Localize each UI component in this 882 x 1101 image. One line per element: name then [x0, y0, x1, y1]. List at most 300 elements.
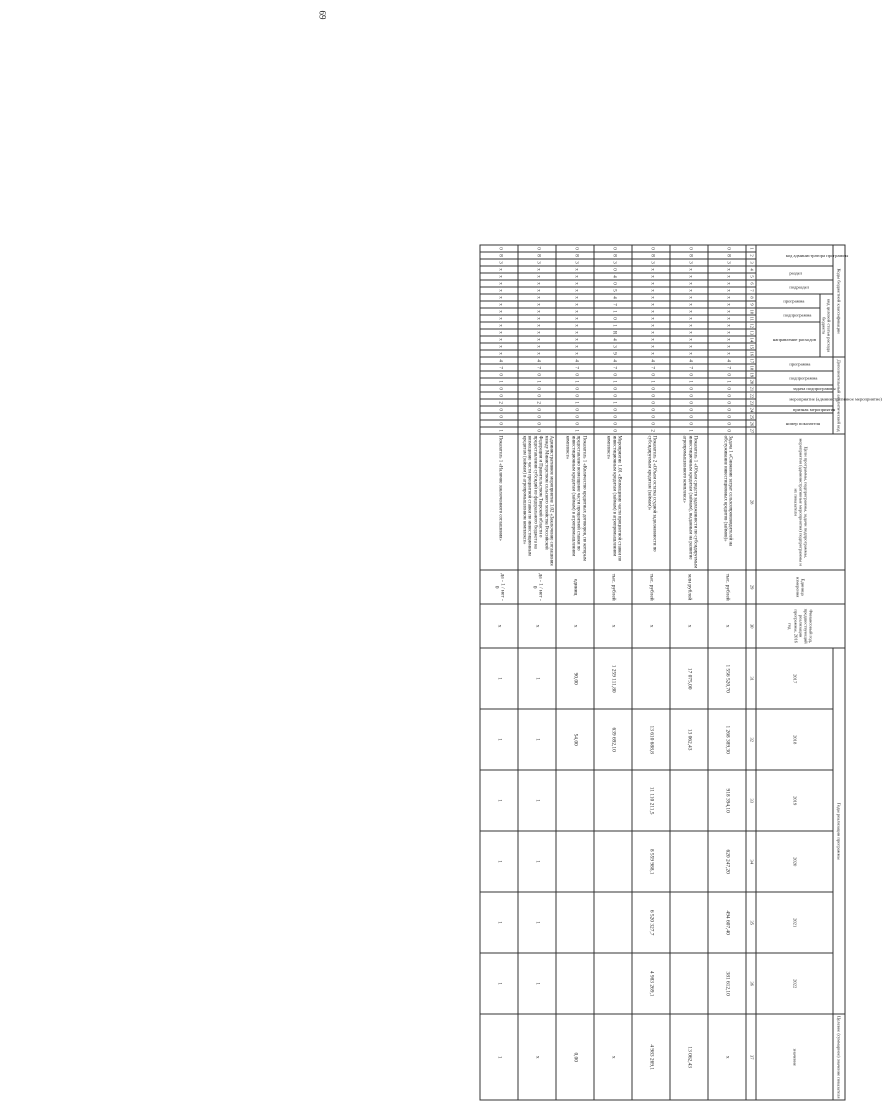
row-target-value: 0,00 — [556, 1014, 594, 1100]
year-value: 1 — [518, 709, 556, 770]
code-digit: 4 — [594, 336, 632, 343]
code-digit: x — [556, 301, 594, 308]
code-digit: 0 — [480, 420, 518, 427]
column-numbers-row — [746, 245, 756, 1100]
code-digit: x — [480, 266, 518, 273]
code-digit: 0 — [594, 392, 632, 399]
code-digit: 0 — [708, 385, 746, 392]
code-digit: 1 — [708, 378, 746, 385]
code-digit: x — [556, 294, 594, 301]
code-digit: 0 — [556, 406, 594, 413]
column-number: 16 — [746, 350, 756, 357]
code-digit: 0 — [670, 399, 708, 406]
table-row — [670, 245, 708, 1100]
code-digit: 8 — [480, 252, 518, 259]
code-digit: 3 — [480, 259, 518, 266]
year-value — [632, 648, 670, 709]
code-digit: 0 — [708, 371, 746, 378]
column-number: 15 — [746, 343, 756, 350]
code-digit: x — [556, 308, 594, 315]
column-number: 36 — [746, 953, 756, 1014]
column-number: 23 — [746, 399, 756, 406]
year-value — [670, 953, 708, 1014]
indicator-no-header: номер показателя — [756, 413, 833, 434]
code-digit: 0 — [670, 420, 708, 427]
code-digit: x — [556, 322, 594, 329]
column-number: 2 — [746, 252, 756, 259]
code-digit: 1 — [480, 378, 518, 385]
row-name: Показатель 1 «Объем средств задолженности по субсидируемым инвестиционным кредитам (займам), выданным на развитие агропромышленного комплекса» — [670, 434, 708, 570]
code-digit: 0 — [518, 420, 556, 427]
code-digit: 0 — [594, 406, 632, 413]
code-digit: 0 — [632, 371, 670, 378]
code-digit: x — [670, 308, 708, 315]
code-digit: x — [556, 273, 594, 280]
code-digit: 8 — [556, 252, 594, 259]
code-digit: 0 — [670, 392, 708, 399]
column-number: 26 — [746, 420, 756, 427]
code-digit: 1 — [480, 427, 518, 434]
code-digit: 0 — [594, 385, 632, 392]
table-row — [594, 245, 632, 1100]
code-digit: 2 — [632, 427, 670, 434]
column-number: 11 — [746, 315, 756, 322]
code-digit: 5 — [594, 287, 632, 294]
year-value: 13 610 688,8 — [632, 709, 670, 770]
year-value — [670, 770, 708, 831]
code-digit: x — [518, 266, 556, 273]
code-digit: x — [632, 315, 670, 322]
code-digit: x — [518, 287, 556, 294]
code-digit: 0 — [708, 245, 746, 252]
code-digit: 0 — [594, 315, 632, 322]
code-digit: x — [518, 329, 556, 336]
code-digit: 0 — [480, 392, 518, 399]
column-number: 28 — [746, 434, 756, 570]
code-digit: x — [480, 280, 518, 287]
code-digit: 4 — [518, 357, 556, 364]
code-digit: 3 — [594, 343, 632, 350]
year-value: 13 062,43 — [670, 709, 708, 770]
code-digit: x — [708, 336, 746, 343]
code-digit: x — [480, 294, 518, 301]
code-digit: x — [632, 294, 670, 301]
code-digit: x — [556, 329, 594, 336]
row-target-value: 1 — [480, 1014, 518, 1100]
year-value — [594, 770, 632, 831]
year-value — [594, 831, 632, 892]
row-base-year: x — [670, 604, 708, 648]
code-digit: x — [556, 343, 594, 350]
code-digit: x — [632, 273, 670, 280]
code-digit: 0 — [480, 245, 518, 252]
row-target-value: x — [594, 1014, 632, 1100]
code-digit: 0 — [670, 413, 708, 420]
year-value: 1 — [518, 892, 556, 953]
code-digit: 0 — [632, 392, 670, 399]
column-number: 5 — [746, 273, 756, 280]
column-number: 17 — [746, 357, 756, 364]
code-digit: 0 — [594, 420, 632, 427]
code-digit: x — [632, 350, 670, 357]
column-number: 12 — [746, 322, 756, 329]
code-digit: x — [518, 350, 556, 357]
code-digit: x — [632, 287, 670, 294]
code-digit: x — [670, 343, 708, 350]
code-digit: 1 — [594, 378, 632, 385]
code-digit: 8 — [708, 252, 746, 259]
code-digit: x — [670, 273, 708, 280]
column-number: 27 — [746, 427, 756, 434]
row-target-value: 13 062,43 — [670, 1014, 708, 1100]
year-value — [556, 770, 594, 831]
code-digit: 1 — [556, 378, 594, 385]
row-name: Мероприятие 1.01 «Возмещение части процентной ставки по инвестиционным кредитам (займам) в агропромышленном комплексе» — [594, 434, 632, 570]
row-base-year: x — [518, 604, 556, 648]
budget-program-table — [480, 245, 882, 1101]
target-article-header: код целевой статьи расхода бюджета — [820, 294, 833, 357]
code-digit: x — [670, 294, 708, 301]
row-target-value: x — [518, 1014, 556, 1100]
column-number: 10 — [746, 308, 756, 315]
ext-subprogram-header: подпрограмма — [756, 371, 833, 385]
code-digit: x — [518, 301, 556, 308]
year-value: 4 983 269,1 — [632, 953, 670, 1014]
year-value — [670, 831, 708, 892]
code-digit: 0 — [632, 385, 670, 392]
table-row — [518, 245, 556, 1100]
code-digit: 0 — [708, 399, 746, 406]
column-number: 37 — [746, 1014, 756, 1100]
code-digit: 0 — [518, 371, 556, 378]
year-value: 17 075,00 — [670, 648, 708, 709]
row-base-year: x — [556, 604, 594, 648]
code-digit: 0 — [670, 406, 708, 413]
code-digit: 1 — [556, 399, 594, 406]
code-digit: x — [670, 315, 708, 322]
column-number: 6 — [746, 280, 756, 287]
year-value — [594, 892, 632, 953]
code-digit: x — [708, 301, 746, 308]
year-value: 1 556 520,70 — [708, 648, 746, 709]
row-name: Показатель 2 «Объем остатка ссудной задолженности по субсидируемым кредитам (займам)» — [632, 434, 670, 570]
column-number: 14 — [746, 336, 756, 343]
code-digit: x — [632, 322, 670, 329]
code-digit: x — [518, 273, 556, 280]
code-digit: 8 — [518, 252, 556, 259]
code-digit: x — [480, 315, 518, 322]
row-base-year: x — [708, 604, 746, 648]
row-unit: млн рублей — [670, 570, 708, 604]
code-digit: x — [556, 336, 594, 343]
column-number: 18 — [746, 364, 756, 371]
year-value: 1 259 111,80 — [594, 648, 632, 709]
year-value — [556, 892, 594, 953]
code-digit: 8 — [594, 252, 632, 259]
code-digit: x — [632, 329, 670, 336]
code-digit: x — [556, 350, 594, 357]
row-unit: тыс. рублей — [594, 570, 632, 604]
column-number: 30 — [746, 604, 756, 648]
code-digit: x — [480, 336, 518, 343]
code-digit: x — [670, 287, 708, 294]
page-number: 69 — [317, 10, 327, 20]
code-digit: 0 — [670, 371, 708, 378]
code-digit: x — [708, 273, 746, 280]
ext-program-header: программа — [756, 357, 833, 371]
code-digit: 0 — [594, 427, 632, 434]
code-digit: 0 — [594, 266, 632, 273]
row-base-year: x — [480, 604, 518, 648]
column-number: 4 — [746, 266, 756, 273]
column-number: 1 — [746, 245, 756, 252]
code-digit: 0 — [480, 406, 518, 413]
year-value: 1 — [480, 892, 518, 953]
measure-attr-header: признак мероприятия — [756, 406, 833, 413]
year-2020-header: 2020 — [756, 831, 833, 892]
row-base-year: x — [594, 604, 632, 648]
code-digit: x — [632, 266, 670, 273]
code-digit: x — [480, 287, 518, 294]
row-name: Показатель 1 «Наличие заключенного соглашения» — [480, 434, 518, 570]
code-digit: 4 — [670, 357, 708, 364]
code-digit: x — [556, 266, 594, 273]
code-digit: x — [708, 322, 746, 329]
goals-header: Цели программы, подпрограммы, задачи подпрограммы, мероприятия (административные мероприятия) подпрограммы и их показатели — [756, 434, 845, 570]
table-body — [480, 245, 746, 1100]
year-value: 381 612,10 — [708, 953, 746, 1014]
row-base-year: x — [632, 604, 670, 648]
row-target-value: x — [708, 1014, 746, 1100]
code-digit: x — [518, 336, 556, 343]
code-digit: x — [480, 343, 518, 350]
year-value: 90,00 — [556, 648, 594, 709]
year-value — [594, 953, 632, 1014]
column-number: 21 — [746, 385, 756, 392]
code-digit: 0 — [670, 385, 708, 392]
year-value: 11 110 211,5 — [632, 770, 670, 831]
extra-codes-header: Дополнительный аналитический код — [833, 357, 845, 434]
code-digit: 0 — [518, 427, 556, 434]
code-digit: 3 — [670, 259, 708, 266]
column-number: 24 — [746, 406, 756, 413]
budget-codes-header: Коды бюджетной классификации — [833, 245, 845, 357]
code-digit: x — [556, 315, 594, 322]
code-digit: x — [708, 294, 746, 301]
code-digit: 0 — [594, 245, 632, 252]
code-digit: x — [708, 308, 746, 315]
code-digit: 0 — [632, 399, 670, 406]
code-digit: 1 — [632, 378, 670, 385]
code-digit: x — [708, 315, 746, 322]
code-digit: x — [632, 280, 670, 287]
budget-table-sheet — [396, 245, 882, 1100]
code-digit: x — [480, 322, 518, 329]
code-digit: 7 — [480, 364, 518, 371]
section-header: раздел — [756, 266, 833, 280]
code-digit: 3 — [556, 259, 594, 266]
direction-header: направление расходов — [756, 322, 820, 357]
task-header: задача подпрограммы — [756, 385, 833, 392]
code-digit: 0 — [518, 406, 556, 413]
year-2017-header: 2017 — [756, 648, 833, 709]
code-digit: 1 — [556, 427, 594, 434]
code-digit: 3 — [708, 259, 746, 266]
code-digit: 0 — [632, 420, 670, 427]
row-unit: тыс. рублей — [708, 570, 746, 604]
code-digit: x — [518, 294, 556, 301]
row-name: Показатель 1 «Количество кредитных договоров, по которым предоставлено возмещение части процентной ставки по инвестиционным кредитам (займам) в агропромышленном комплексе» — [556, 434, 594, 570]
code-digit: x — [556, 280, 594, 287]
code-digit: 0 — [518, 245, 556, 252]
code-digit: 7 — [708, 364, 746, 371]
code-digit: x — [518, 315, 556, 322]
code-digit: x — [480, 308, 518, 315]
table-row — [708, 245, 746, 1100]
code-digit: x — [480, 273, 518, 280]
year-value: 6 520 327,7 — [632, 892, 670, 953]
year-value: 1 — [480, 831, 518, 892]
year-value: 1 268 389,30 — [708, 709, 746, 770]
table-row — [480, 245, 518, 1100]
column-number: 33 — [746, 770, 756, 831]
column-number: 13 — [746, 329, 756, 336]
code-digit: 0 — [556, 413, 594, 420]
year-value: 639 692,10 — [594, 709, 632, 770]
table-row — [556, 245, 594, 1100]
subsection-header: подраздел — [756, 280, 833, 294]
year-value: 1 — [518, 770, 556, 831]
code-digit: 1 — [594, 399, 632, 406]
measure-header: мероприятие (административное мероприятие) — [756, 392, 833, 406]
code-digit: 0 — [708, 406, 746, 413]
code-digit: 0 — [518, 385, 556, 392]
code-digit: x — [708, 287, 746, 294]
code-digit: 8 — [632, 252, 670, 259]
subprogram-header: подпрограмма — [756, 308, 820, 322]
code-digit: 0 — [518, 413, 556, 420]
code-digit: 0 — [556, 245, 594, 252]
code-digit: x — [632, 336, 670, 343]
column-number: 35 — [746, 892, 756, 953]
row-name: Административное мероприятие 1.02 «Заключение соглашения между Министерством сельского хозяйства Российской Федерации и Правительством Тверской области о предоставлении субсидий из федерального бюджета на возмещение части процентной ставки по инвестиционным кредитам (займам) в агропромышленном комплексе» — [518, 434, 556, 570]
code-digit: 0 — [708, 413, 746, 420]
year-value: 1 — [480, 648, 518, 709]
code-digit: x — [518, 280, 556, 287]
code-digit: 2 — [518, 399, 556, 406]
unit-header: Единица измерения — [756, 570, 845, 604]
column-number: 34 — [746, 831, 756, 892]
code-digit: 2 — [480, 399, 518, 406]
code-digit: 4 — [708, 357, 746, 364]
year-value: 1 — [480, 770, 518, 831]
code-digit: 0 — [480, 385, 518, 392]
code-digit: x — [670, 280, 708, 287]
years-header: Годы реализации программы — [833, 648, 845, 1014]
code-digit: x — [556, 287, 594, 294]
year-2021-header: 2021 — [756, 892, 833, 953]
year-value: 8 559 988,1 — [632, 831, 670, 892]
row-name: Задача 1 «Снижение затрат сельхозпроизводителей на обслуживание инвестиционных кредитов (займов)» — [708, 434, 746, 570]
year-value: 1 — [518, 831, 556, 892]
column-number: 7 — [746, 287, 756, 294]
code-digit: 0 — [594, 371, 632, 378]
code-digit: 7 — [518, 364, 556, 371]
code-digit: x — [518, 308, 556, 315]
code-digit: 7 — [594, 301, 632, 308]
column-number: 22 — [746, 392, 756, 399]
code-digit: x — [670, 266, 708, 273]
code-digit: x — [480, 350, 518, 357]
code-digit: 0 — [708, 392, 746, 399]
code-digit: x — [632, 308, 670, 315]
row-unit: да - 1 / нет - 0 — [518, 570, 556, 604]
value-header: значение — [756, 1014, 833, 1100]
code-digit: x — [518, 322, 556, 329]
code-digit: 1 — [670, 427, 708, 434]
row-unit: да - 1 / нет - 0 — [480, 570, 518, 604]
target-value-header: Целевое (суммарное) значение показателя — [833, 1014, 845, 1100]
code-digit: 0 — [556, 392, 594, 399]
year-value — [556, 953, 594, 1014]
code-digit: x — [518, 343, 556, 350]
admin-code-header: код администратора программы — [756, 245, 833, 266]
code-digit: 0 — [632, 413, 670, 420]
code-digit: R — [594, 329, 632, 336]
code-digit: 8 — [670, 252, 708, 259]
year-value: 620 247,20 — [708, 831, 746, 892]
code-digit: x — [670, 350, 708, 357]
code-digit: x — [708, 350, 746, 357]
column-number: 8 — [746, 294, 756, 301]
code-digit: 0 — [708, 420, 746, 427]
code-digit: x — [708, 329, 746, 336]
year-value: 494 607,40 — [708, 892, 746, 953]
code-digit: 0 — [556, 420, 594, 427]
code-digit: x — [480, 329, 518, 336]
code-digit: x — [670, 301, 708, 308]
code-digit: 0 — [480, 413, 518, 420]
code-digit: x — [708, 280, 746, 287]
code-digit: 0 — [518, 392, 556, 399]
column-number: 9 — [746, 301, 756, 308]
column-number: 31 — [746, 648, 756, 709]
program-header: программа — [756, 294, 820, 308]
code-digit: 4 — [594, 357, 632, 364]
row-target-value: 4 983 269,1 — [632, 1014, 670, 1100]
code-digit: 0 — [632, 406, 670, 413]
year-value: 918 394,10 — [708, 770, 746, 831]
column-number: 20 — [746, 378, 756, 385]
code-digit: 1 — [670, 378, 708, 385]
code-digit: 0 — [594, 280, 632, 287]
column-number: 32 — [746, 709, 756, 770]
code-digit: 3 — [632, 259, 670, 266]
table-row — [632, 245, 670, 1100]
code-digit: 7 — [632, 364, 670, 371]
column-number: 3 — [746, 259, 756, 266]
code-digit: 0 — [556, 371, 594, 378]
code-digit: 1 — [594, 322, 632, 329]
year-value: 54,00 — [556, 709, 594, 770]
code-digit: 0 — [556, 385, 594, 392]
code-digit: 0 — [594, 413, 632, 420]
row-unit: единиц — [556, 570, 594, 604]
code-digit: x — [708, 266, 746, 273]
code-digit: 1 — [518, 378, 556, 385]
year-value: 1 — [480, 709, 518, 770]
code-digit: 4 — [556, 357, 594, 364]
